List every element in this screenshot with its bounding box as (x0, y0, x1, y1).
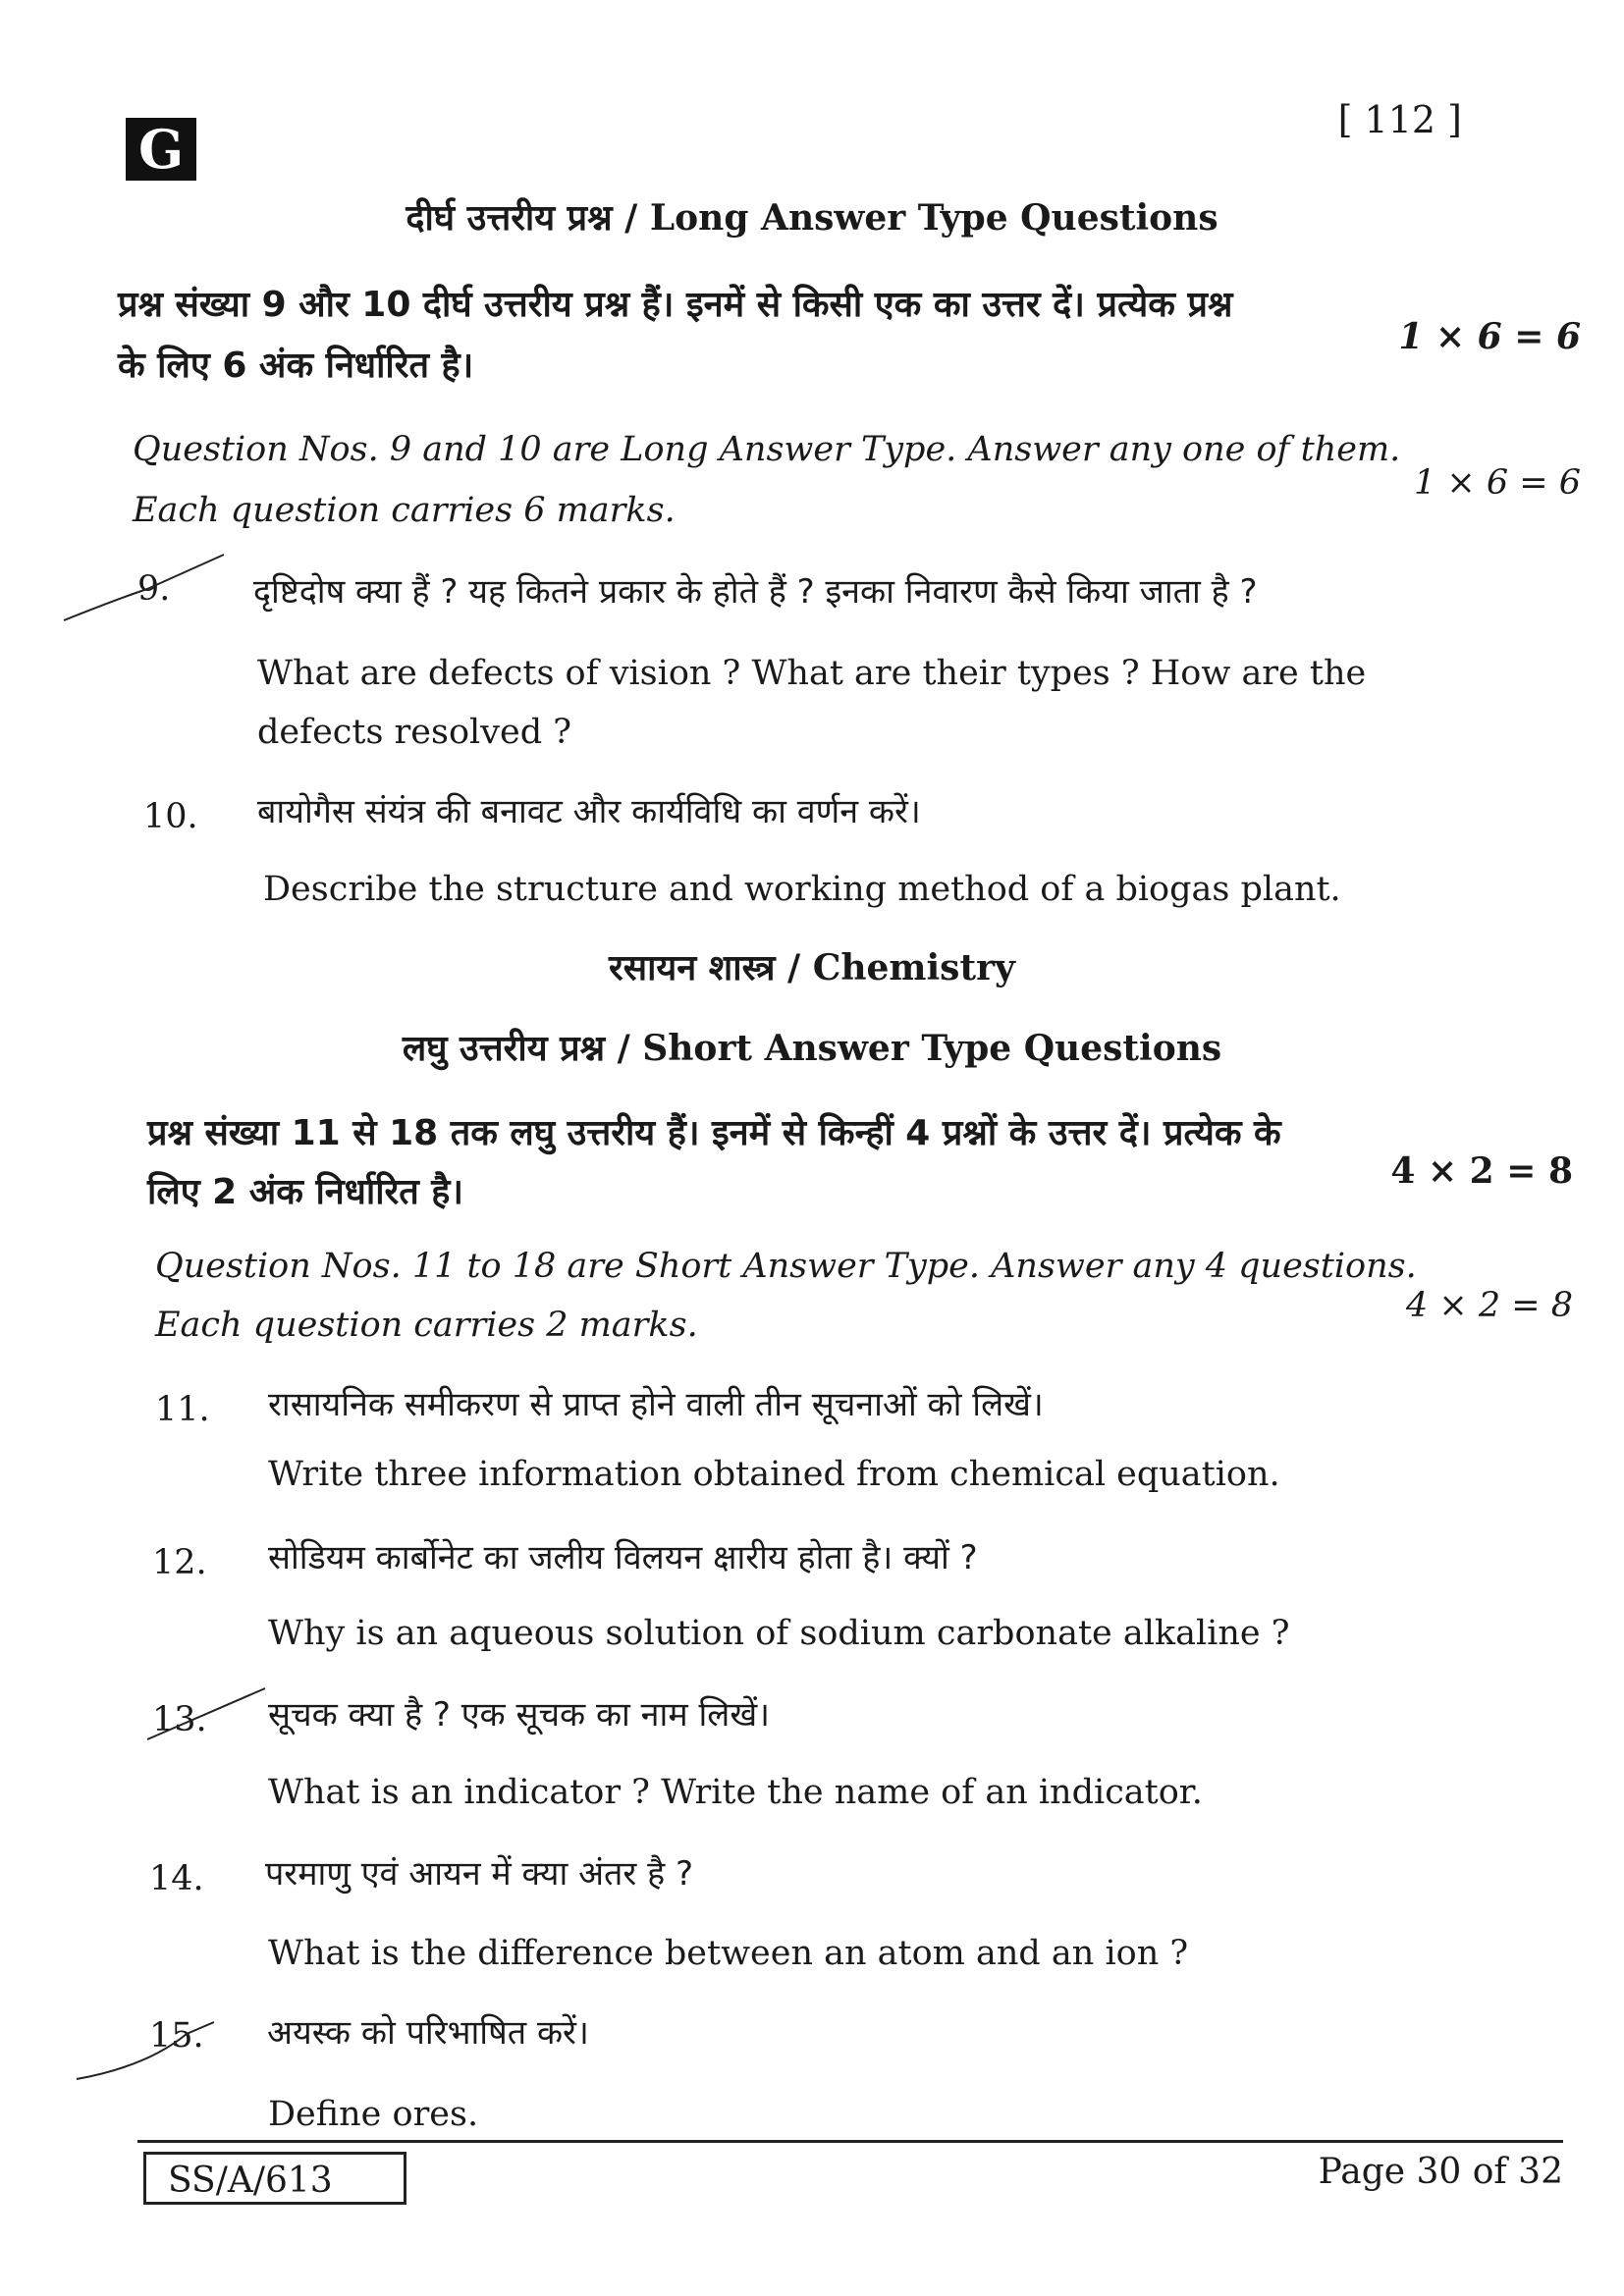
question-12-english: Why is an aqueous solution of sodium carbonate alkaline ? (268, 1614, 1290, 1653)
footer-divider (137, 2140, 1563, 2143)
question-14-hindi: परमाणु एवं आयन में क्या अंतर है ? (265, 1854, 694, 1894)
question-13-hindi: सूचक क्या है ? एक सूचक का नाम लिखें। (268, 1695, 771, 1735)
question-number: 13. (152, 1700, 207, 1739)
long-marks-hindi: 1 × 6 = 6 (1398, 316, 1581, 357)
long-answer-heading: दीर्घ उत्तरीय प्रश्न / Long Answer Type Questions (406, 197, 1218, 239)
question-number: 12. (152, 1543, 207, 1582)
short-instructions-hindi-line2: लिए 2 अंक निर्धारित है। (147, 1172, 464, 1212)
short-instructions-english-line1: Question Nos. 11 to 18 are Short Answer Type. Answer any 4 questions. (155, 1247, 1417, 1286)
short-instructions-hindi-line1: प्रश्न संख्या 11 से 18 तक लघु उत्तरीय हैं। इनमें से किन्हीं 4 प्रश्नों के उत्तर दें। प्रत्येक के (147, 1113, 1281, 1153)
question-10-hindi: बायोगैस संयंत्र की बनावट और कार्यविधि का वर्णन करें। (257, 792, 921, 831)
long-instructions-english-line2: Each question carries 6 marks. (133, 491, 676, 530)
page-number: Page 30 of 32 (1318, 2152, 1563, 2192)
question-number: 11. (155, 1390, 210, 1429)
question-14-english: What is the difference between an atom and an ion ? (268, 1934, 1189, 1973)
long-instructions-hindi-line2: के लिए 6 अंक निर्धारित है। (118, 346, 474, 386)
question-11-english: Write three information obtained from chemical equation. (268, 1455, 1280, 1494)
question-9-english-line1: What are defects of vision ? What are their types ? How are the (257, 654, 1367, 693)
question-10-english: Describe the structure and working method of a biogas plant. (263, 870, 1341, 909)
question-9-hindi: दृष्टिदोष क्या हैं ? यह कितने प्रकार के होते हैं ? इनका निवारण कैसे किया जाता है ? (253, 572, 1258, 612)
question-number: 15. (149, 2016, 204, 2056)
paper-code-box: SS/A/613 (143, 2152, 406, 2205)
question-11-hindi: रासायनिक समीकरण से प्राप्त होने वाली तीन सूचनाओं को लिखें। (268, 1385, 1044, 1424)
question-12-hindi: सोडियम कार्बोनेट का जलीय विलयन क्षारीय होता है। क्यों ? (268, 1538, 978, 1577)
page-code: [ 112 ] (1337, 98, 1462, 141)
subject-heading: रसायन शास्त्र / Chemistry (609, 947, 1015, 988)
question-15-english: Define ores. (268, 2095, 479, 2134)
short-marks-english: 4 × 2 = 8 (1406, 1286, 1573, 1325)
long-marks-english: 1 × 6 = 6 (1414, 463, 1581, 503)
set-badge: G (126, 118, 196, 181)
question-number: 9. (137, 569, 171, 609)
question-number: 10. (143, 797, 198, 836)
question-13-english: What is an indicator ? Write the name of an indicator. (268, 1773, 1203, 1812)
question-number: 14. (149, 1859, 204, 1898)
question-15-hindi: अयस्क को परिभाषित करें। (267, 2013, 589, 2053)
question-9-english-line2: defects resolved ? (257, 713, 571, 752)
short-marks-hindi: 4 × 2 = 8 (1390, 1150, 1573, 1192)
short-answer-heading: लघु उत्तरीय प्रश्न / Short Answer Type Questions (402, 1028, 1222, 1069)
long-instructions-hindi-line1: प्रश्न संख्या 9 और 10 दीर्घ उत्तरीय प्रश्न हैं। इनमें से किसी एक का उत्तर दें। प्रत्येक प्रश्न (118, 285, 1233, 325)
short-instructions-english-line2: Each question carries 2 marks. (155, 1306, 698, 1345)
long-instructions-english-line1: Question Nos. 9 and 10 are Long Answer Type. Answer any one of them. (133, 430, 1401, 469)
